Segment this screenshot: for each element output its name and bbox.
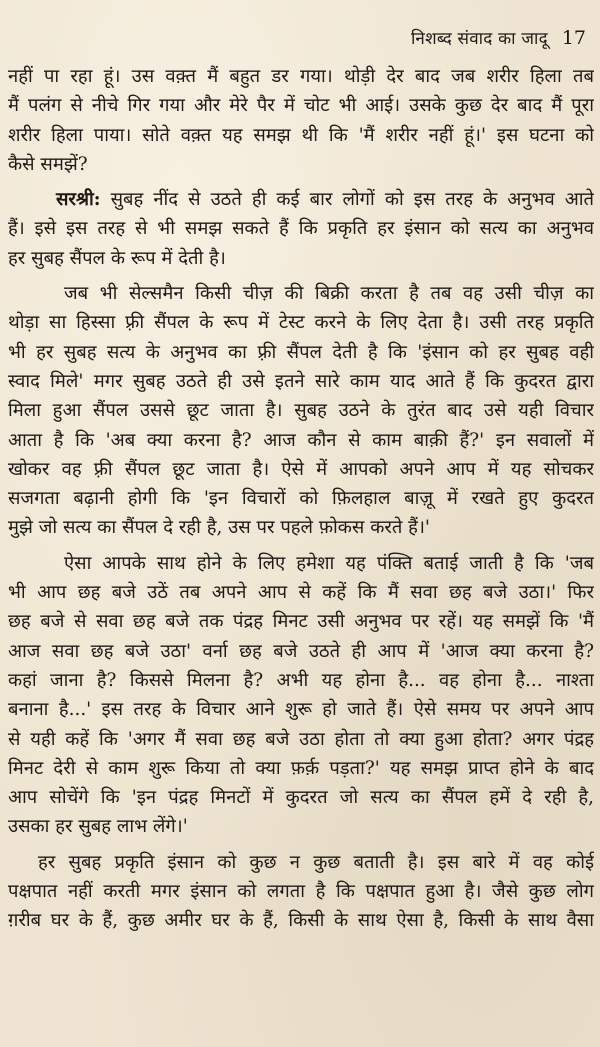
text-line: आप सोचेंगे कि 'इन पंद्रह मिनटों में कुदरत जो सत्य का सैंपल हमें दे रही है, bbox=[8, 787, 594, 809]
text-line: हैं। इसे इस तरह से भी समझ सकते हैं कि प्रकृति हर इंसान को सत्य का अनुभव bbox=[8, 218, 594, 240]
text-line: जब भी सेल्समैन किसी चीज़ की बिक्री करता है तब वह उसी चीज़ का bbox=[64, 283, 594, 305]
text-line: नहीं पा रहा हूं। उस वक़्त मैं बहुत डर गया। थोड़ी देर बाद जब शरीर हिला तब bbox=[8, 66, 594, 87]
text-line: मुझे जो सत्य का सैंपल दे रही है, उस पर पहले फ़ोकस करते हैं।' bbox=[8, 517, 430, 539]
text-line: शरीर हिला पाया। सोते वक़्त यह समझ थी कि 'मैं शरीर नहीं हूं।' इस घटना को bbox=[8, 124, 594, 146]
text-line: आज सवा छह बजे उठा' वर्ना छह बजे उठते ही आप में 'आज क्या करना है? bbox=[8, 640, 594, 662]
text-line: भी हर सुबह सत्य के अनुभव का फ़्री सैंपल देती है कि 'इंसान को हर सुबह वही bbox=[8, 341, 594, 363]
text-line: भी आप छह बजे उठें तब अपने आप से कहें कि मैं सवा छह बजे उठा।' फिर bbox=[8, 582, 594, 604]
text-line: मिनट देरी से काम शुरू किया तो क्या फ़र्क़ पड़ता?' यह समझ प्राप्त होने के बाद bbox=[8, 757, 594, 779]
text-line: बनाना है...' इस तरह के विचार आने शुरू हो जाते हैं। ऐसे समय पर अपने आप bbox=[8, 699, 594, 721]
answer-first-line bbox=[8, 185, 594, 214]
text-line: छह बजे से सवा छह बजे तक पंद्रह मिनट उसी अनुभव पर रहें। यह समझें कि 'मैं bbox=[8, 611, 594, 633]
page-number: 17 bbox=[561, 27, 586, 49]
text-line: ऐसा आपके साथ होने के लिए हमेशा यह पंक्ति बताई जाती है कि 'जब bbox=[64, 552, 594, 574]
text-line: हर सुबह प्रकृति इंसान को कुछ न कुछ बताती है। इस बारे में वह कोई bbox=[38, 851, 594, 873]
text-line: मिला हुआ सैंपल उससे छूट जाता है। सुबह उठने के तुरंत बाद उसे यही विचार bbox=[8, 400, 594, 422]
text-line: हर सुबह सैंपल के रूप में देती है। bbox=[8, 247, 226, 269]
text-line: ग़रीब घर के हैं, कुछ अमीर घर के हैं, किसी के साथ ऐसा है, किसी के साथ वैसा bbox=[8, 910, 594, 932]
text-line: खोकर वह फ़्री सैंपल छूट जाता है। ऐसे में आपको अपने आप में यह सोचकर bbox=[8, 458, 594, 480]
text-line: आता है कि 'अब क्या करना है? आज कौन से काम बाक़ी हैं?' इन सवालों में bbox=[8, 429, 594, 451]
page-body bbox=[8, 62, 594, 936]
text-line: से यही कहें कि 'अगर मैं सवा छह बजे उठा होता तो क्या हुआ होता? अगर पंद्रह bbox=[8, 728, 594, 750]
text-line: सजगता बढ़ानी होगी कि 'इन विचारों को फ़िलहाल बाज़ू में रखते हुए कुदरत bbox=[8, 488, 594, 510]
running-header bbox=[411, 26, 586, 49]
text-line: उसका हर सुबह लाभ लेंगे।' bbox=[8, 816, 188, 838]
text-line: पक्षपात नहीं करती मगर इंसान को लगता है कि पक्षपात हुआ है। जैसे कुछ लोग bbox=[8, 881, 594, 903]
text-line: कहां जाना है? किससे मिलना है? अभी यह होना है... वह होना है... नाश्ता bbox=[8, 669, 594, 691]
text-line: मैं पलंग से नीचे गिर गया और मेरे पैर में चोट भी आई। उसके कुछ देर बाद मैं पूरा bbox=[8, 95, 594, 117]
text-line: थोड़ा सा हिस्सा फ़्री सैंपल के रूप में टेस्ट करने के लिए देता है। उसी तरह प्रकृति bbox=[8, 312, 594, 334]
book-title: निशब्द संवाद का जादू bbox=[411, 29, 548, 49]
text-line: कैसे समझें? bbox=[8, 153, 88, 175]
text-line: स्वाद मिले' मगर सुबह उठते ही उसे इतने सारे काम याद आते हैं कि कुदरत द्वारा bbox=[8, 370, 594, 392]
speaker-label: सरश्री: bbox=[56, 189, 101, 211]
text-line: सुबह नींद से उठते ही कई बार लोगों को इस तरह के अनुभव आते bbox=[110, 189, 594, 211]
